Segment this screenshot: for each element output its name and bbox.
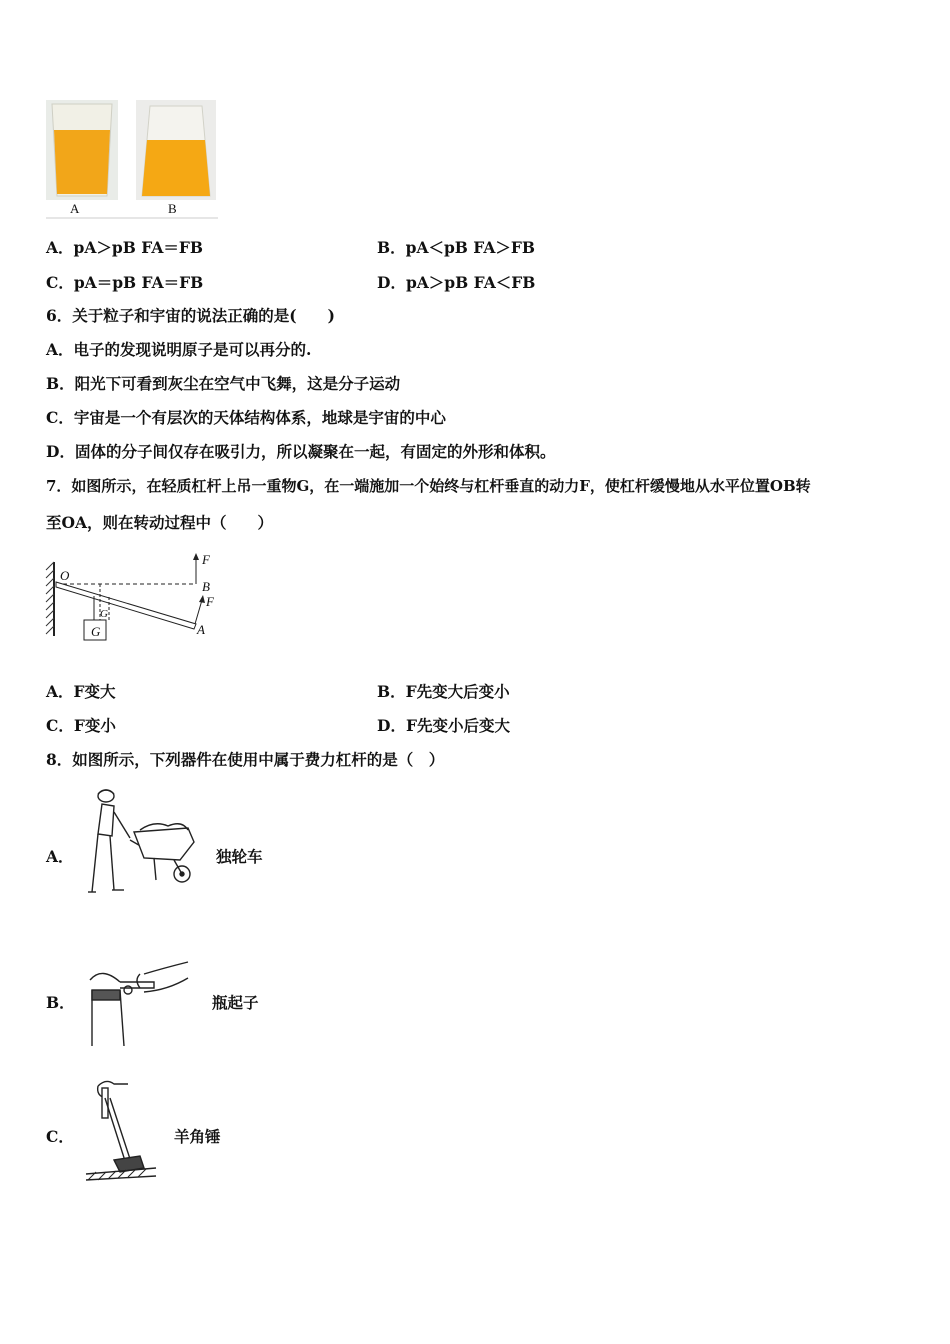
bottle-opener-figure xyxy=(84,950,194,1046)
wall-hatching xyxy=(46,562,54,634)
q7-option-a: A．F变大 xyxy=(46,682,116,701)
q7-option-c: C．F变小 xyxy=(46,716,116,735)
q8-option-a-name: 独轮车 xyxy=(216,847,263,866)
wheelbarrow-svg xyxy=(84,786,200,898)
q8-option-b-letter: B． xyxy=(46,993,75,1012)
claw-hammer-figure xyxy=(84,1076,160,1186)
cup-b-juice xyxy=(142,140,210,196)
q8-option-c-letter: C． xyxy=(46,1127,74,1146)
bottle-opener-svg xyxy=(84,950,194,1046)
lever-position-oa xyxy=(56,582,196,629)
q7-option-b: B．F先变大后变小 xyxy=(377,682,510,701)
q8-option-c-name: 羊角锤 xyxy=(174,1127,221,1146)
label-o: O xyxy=(60,568,70,583)
force-arrow-a xyxy=(195,600,202,624)
label-b: B xyxy=(202,579,210,594)
label-f-top: F xyxy=(202,552,210,567)
q8-option-b-name: 瓶起子 xyxy=(212,993,259,1012)
force-arrowhead-b xyxy=(193,553,199,560)
cup-b-label: B xyxy=(168,201,177,216)
q6-option-a: A．电子的发现说明原子是可以再分的. xyxy=(46,340,312,359)
q6-option-d: D．固体的分子间仅存在吸引力，所以凝聚在一起，有固定的外形和体积。 xyxy=(46,442,556,461)
q5-option-d: D．pA＞pB FA＜FB xyxy=(377,273,536,292)
q8-option-a-letter: A． xyxy=(46,847,74,866)
q6-stem: 6．关于粒子和宇宙的说法正确的是( ) xyxy=(46,306,335,325)
cup-a-juice xyxy=(54,130,110,194)
claw-hammer-svg xyxy=(84,1076,160,1186)
q7-lever-diagram xyxy=(44,550,224,650)
q5-option-b: B．pA＜pB FA＞FB xyxy=(377,238,536,257)
cup-a-label: A xyxy=(70,201,80,216)
label-f-bottom: F xyxy=(206,594,214,609)
q5-option-c: C．pA＝pB FA＝FB xyxy=(46,273,204,292)
label-a: A xyxy=(197,622,205,637)
q6-option-b: B．阳光下可看到灰尘在空气中飞舞，这是分子运动 xyxy=(46,374,401,393)
q5-cups-figure xyxy=(46,100,218,220)
q6-option-c: C．宇宙是一个有层次的天体结构体系，地球是宇宙的中心 xyxy=(46,408,446,427)
wheelbarrow-figure xyxy=(84,786,200,898)
q5-option-a: A．pA＞pB FA＝FB xyxy=(46,238,203,257)
label-g-upper: G xyxy=(100,608,108,620)
q7-option-d: D．F先变小后变大 xyxy=(377,716,510,735)
force-arrowhead-a xyxy=(199,595,205,603)
q7-stem-line1: 7．如图所示，在轻质杠杆上吊一重物G，在一端施加一个始终与杠杆垂直的动力F，使杠杆缓慢地从水平位置OB转 xyxy=(46,477,811,495)
q7-stem-line2: 至OA，则在转动过程中（ ） xyxy=(46,513,274,532)
label-g-block: G xyxy=(91,624,101,639)
q8-stem: 8．如图所示，下列器件在使用中属于费力杠杆的是（ ） xyxy=(46,750,445,769)
